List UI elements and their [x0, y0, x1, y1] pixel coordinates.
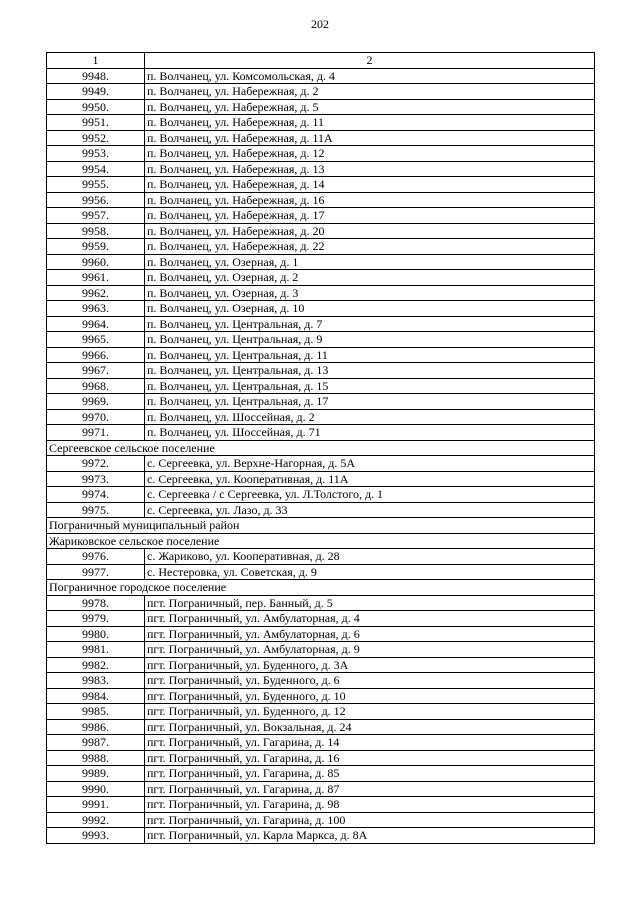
column-header-number: 1: [47, 53, 145, 69]
section-label: Пограничное городское поселение: [47, 580, 595, 596]
table-row: [47, 657, 595, 673]
table-row: [47, 409, 595, 425]
table-row: [47, 254, 595, 270]
row-number: 9985.: [47, 704, 145, 720]
row-number: 9966.: [47, 347, 145, 363]
table-row: [47, 425, 595, 441]
row-address: пгт. Пограничный, ул. Гагарина, д. 87: [145, 781, 595, 797]
row-number: 9972.: [47, 456, 145, 472]
row-number: 9976.: [47, 549, 145, 565]
row-number: 9974.: [47, 487, 145, 503]
table-row: [47, 270, 595, 286]
table-row: [47, 766, 595, 782]
row-number: 9948.: [47, 68, 145, 84]
row-number: 9968.: [47, 378, 145, 394]
row-number: 9971.: [47, 425, 145, 441]
row-address: пгт. Пограничный, ул. Буденного, д. 6: [145, 673, 595, 689]
row-address: п. Волчанец, ул. Набережная, д. 5: [145, 99, 595, 115]
table-row: [47, 161, 595, 177]
section-row: [47, 580, 595, 596]
table-row: [47, 99, 595, 115]
table-row: [47, 130, 595, 146]
table-row: [47, 332, 595, 348]
row-number: 9951.: [47, 115, 145, 131]
row-number: 9979.: [47, 611, 145, 627]
table-row: [47, 456, 595, 472]
row-address: пгт. Пограничный, ул. Карла Маркса, д. 8А: [145, 828, 595, 844]
row-address: п. Волчанец, ул. Центральная, д. 13: [145, 363, 595, 379]
table-row: [47, 642, 595, 658]
address-table: [46, 52, 595, 844]
table-row: [47, 719, 595, 735]
row-number: 9956.: [47, 192, 145, 208]
table-row: [47, 549, 595, 565]
row-address: п. Волчанец, ул. Озерная, д. 1: [145, 254, 595, 270]
table-row: [47, 797, 595, 813]
row-address: п. Волчанец, ул. Озерная, д. 3: [145, 285, 595, 301]
section-row: [47, 533, 595, 549]
table-row: [47, 502, 595, 518]
row-number: 9989.: [47, 766, 145, 782]
row-number: 9978.: [47, 595, 145, 611]
row-number: 9954.: [47, 161, 145, 177]
row-address: п. Волчанец, ул. Набережная, д. 16: [145, 192, 595, 208]
table-row: [47, 487, 595, 503]
row-number: 9952.: [47, 130, 145, 146]
row-address: п. Волчанец, ул. Набережная, д. 13: [145, 161, 595, 177]
row-address: пгт. Пограничный, ул. Амбулаторная, д. 9: [145, 642, 595, 658]
row-address: пгт. Пограничный, ул. Гагарина, д. 16: [145, 750, 595, 766]
row-address: с. Сергеевка / с Сергеевка, ул. Л.Толстого, д. 1: [145, 487, 595, 503]
row-address: п. Волчанец, ул. Озерная, д. 10: [145, 301, 595, 317]
table-row: [47, 146, 595, 162]
table-row: [47, 378, 595, 394]
row-number: 9981.: [47, 642, 145, 658]
section-row: [47, 518, 595, 534]
column-header-address: 2: [145, 53, 595, 69]
table-row: [47, 688, 595, 704]
row-number: 9973.: [47, 471, 145, 487]
row-address: пгт. Пограничный, ул. Гагарина, д. 85: [145, 766, 595, 782]
row-address: с. Сергеевка, ул. Верхне-Нагорная, д. 5А: [145, 456, 595, 472]
table-row: [47, 828, 595, 844]
row-number: 9961.: [47, 270, 145, 286]
table-row: [47, 347, 595, 363]
row-address: п. Волчанец, ул. Набережная, д. 17: [145, 208, 595, 224]
row-number: 9967.: [47, 363, 145, 379]
row-address: с. Жариково, ул. Кооперативная, д. 28: [145, 549, 595, 565]
row-address: пгт. Пограничный, ул. Амбулаторная, д. 4: [145, 611, 595, 627]
row-address: п. Волчанец, ул. Центральная, д. 17: [145, 394, 595, 410]
table-row: [47, 673, 595, 689]
table-row: [47, 285, 595, 301]
table-row: [47, 115, 595, 131]
table-row: [47, 735, 595, 751]
table-row: [47, 626, 595, 642]
row-address: п. Волчанец, ул. Центральная, д. 9: [145, 332, 595, 348]
row-address: пгт. Пограничный, ул. Буденного, д. 3А: [145, 657, 595, 673]
table-row: [47, 394, 595, 410]
row-number: 9963.: [47, 301, 145, 317]
row-address: п. Волчанец, ул. Набережная, д. 11А: [145, 130, 595, 146]
row-number: 9969.: [47, 394, 145, 410]
row-number: 9988.: [47, 750, 145, 766]
table-row: [47, 301, 595, 317]
table-row: [47, 239, 595, 255]
table-row: [47, 611, 595, 627]
table-row: [47, 316, 595, 332]
row-number: 9955.: [47, 177, 145, 193]
row-number: 9991.: [47, 797, 145, 813]
table-row: [47, 750, 595, 766]
row-address: с. Сергеевка, ул. Лазо, д. 33: [145, 502, 595, 518]
row-number: 9990.: [47, 781, 145, 797]
row-address: пгт. Пограничный, ул. Вокзальная, д. 24: [145, 719, 595, 735]
row-address: п. Волчанец, ул. Набережная, д. 20: [145, 223, 595, 239]
table-row: [47, 208, 595, 224]
row-number: 9960.: [47, 254, 145, 270]
table-row: [47, 192, 595, 208]
table-row: [47, 595, 595, 611]
row-number: 9949.: [47, 84, 145, 100]
row-address: пгт. Пограничный, ул. Буденного, д. 10: [145, 688, 595, 704]
table-row: [47, 564, 595, 580]
row-address: пгт. Пограничный, ул. Гагарина, д. 98: [145, 797, 595, 813]
table-row: [47, 704, 595, 720]
table-row: [47, 781, 595, 797]
row-number: 9984.: [47, 688, 145, 704]
row-address: с. Нестеровка, ул. Советская, д. 9: [145, 564, 595, 580]
table-row: [47, 177, 595, 193]
section-row: [47, 440, 595, 456]
row-number: 9962.: [47, 285, 145, 301]
row-number: 9980.: [47, 626, 145, 642]
table-header-row: [47, 53, 595, 69]
row-number: 9958.: [47, 223, 145, 239]
row-address: п. Волчанец, ул. Набережная, д. 12: [145, 146, 595, 162]
section-label: Жариковское сельское поселение: [47, 533, 595, 549]
row-number: 9992.: [47, 812, 145, 828]
row-address: пгт. Пограничный, ул. Гагарина, д. 14: [145, 735, 595, 751]
section-label: Сергеевское сельское поселение: [47, 440, 595, 456]
row-address: пгт. Пограничный, пер. Банный, д. 5: [145, 595, 595, 611]
row-address: п. Волчанец, ул. Комсомольская, д. 4: [145, 68, 595, 84]
row-number: 9986.: [47, 719, 145, 735]
table-row: [47, 471, 595, 487]
row-number: 9982.: [47, 657, 145, 673]
page-number: 202: [311, 17, 329, 31]
table-row: [47, 363, 595, 379]
row-number: 9977.: [47, 564, 145, 580]
table-row: [47, 812, 595, 828]
table-body: [47, 68, 595, 843]
row-address: п. Волчанец, ул. Центральная, д. 11: [145, 347, 595, 363]
row-number: 9957.: [47, 208, 145, 224]
row-address: п. Волчанец, ул. Шоссейная, д. 2: [145, 409, 595, 425]
row-address: п. Волчанец, ул. Шоссейная, д. 71: [145, 425, 595, 441]
table-row: [47, 223, 595, 239]
row-number: 9953.: [47, 146, 145, 162]
row-number: 9983.: [47, 673, 145, 689]
row-address: пгт. Пограничный, ул. Гагарина, д. 100: [145, 812, 595, 828]
row-number: 9987.: [47, 735, 145, 751]
row-address: п. Волчанец, ул. Набережная, д. 14: [145, 177, 595, 193]
row-address: пгт. Пограничный, ул. Буденного, д. 12: [145, 704, 595, 720]
section-label: Пограничный муниципальный район: [47, 518, 595, 534]
row-address: пгт. Пограничный, ул. Амбулаторная, д. 6: [145, 626, 595, 642]
table-row: [47, 68, 595, 84]
row-number: 9970.: [47, 409, 145, 425]
row-address: п. Волчанец, ул. Набережная, д. 22: [145, 239, 595, 255]
row-address: с. Сергеевка, ул. Кооперативная, д. 11А: [145, 471, 595, 487]
row-address: п. Волчанец, ул. Озерная, д. 2: [145, 270, 595, 286]
row-address: п. Волчанец, ул. Центральная, д. 15: [145, 378, 595, 394]
row-number: 9959.: [47, 239, 145, 255]
row-number: 9964.: [47, 316, 145, 332]
row-number: 9950.: [47, 99, 145, 115]
row-address: п. Волчанец, ул. Набережная, д. 11: [145, 115, 595, 131]
row-number: 9975.: [47, 502, 145, 518]
row-address: п. Волчанец, ул. Набережная, д. 2: [145, 84, 595, 100]
row-number: 9993.: [47, 828, 145, 844]
table-row: [47, 84, 595, 100]
row-number: 9965.: [47, 332, 145, 348]
row-address: п. Волчанец, ул. Центральная, д. 7: [145, 316, 595, 332]
